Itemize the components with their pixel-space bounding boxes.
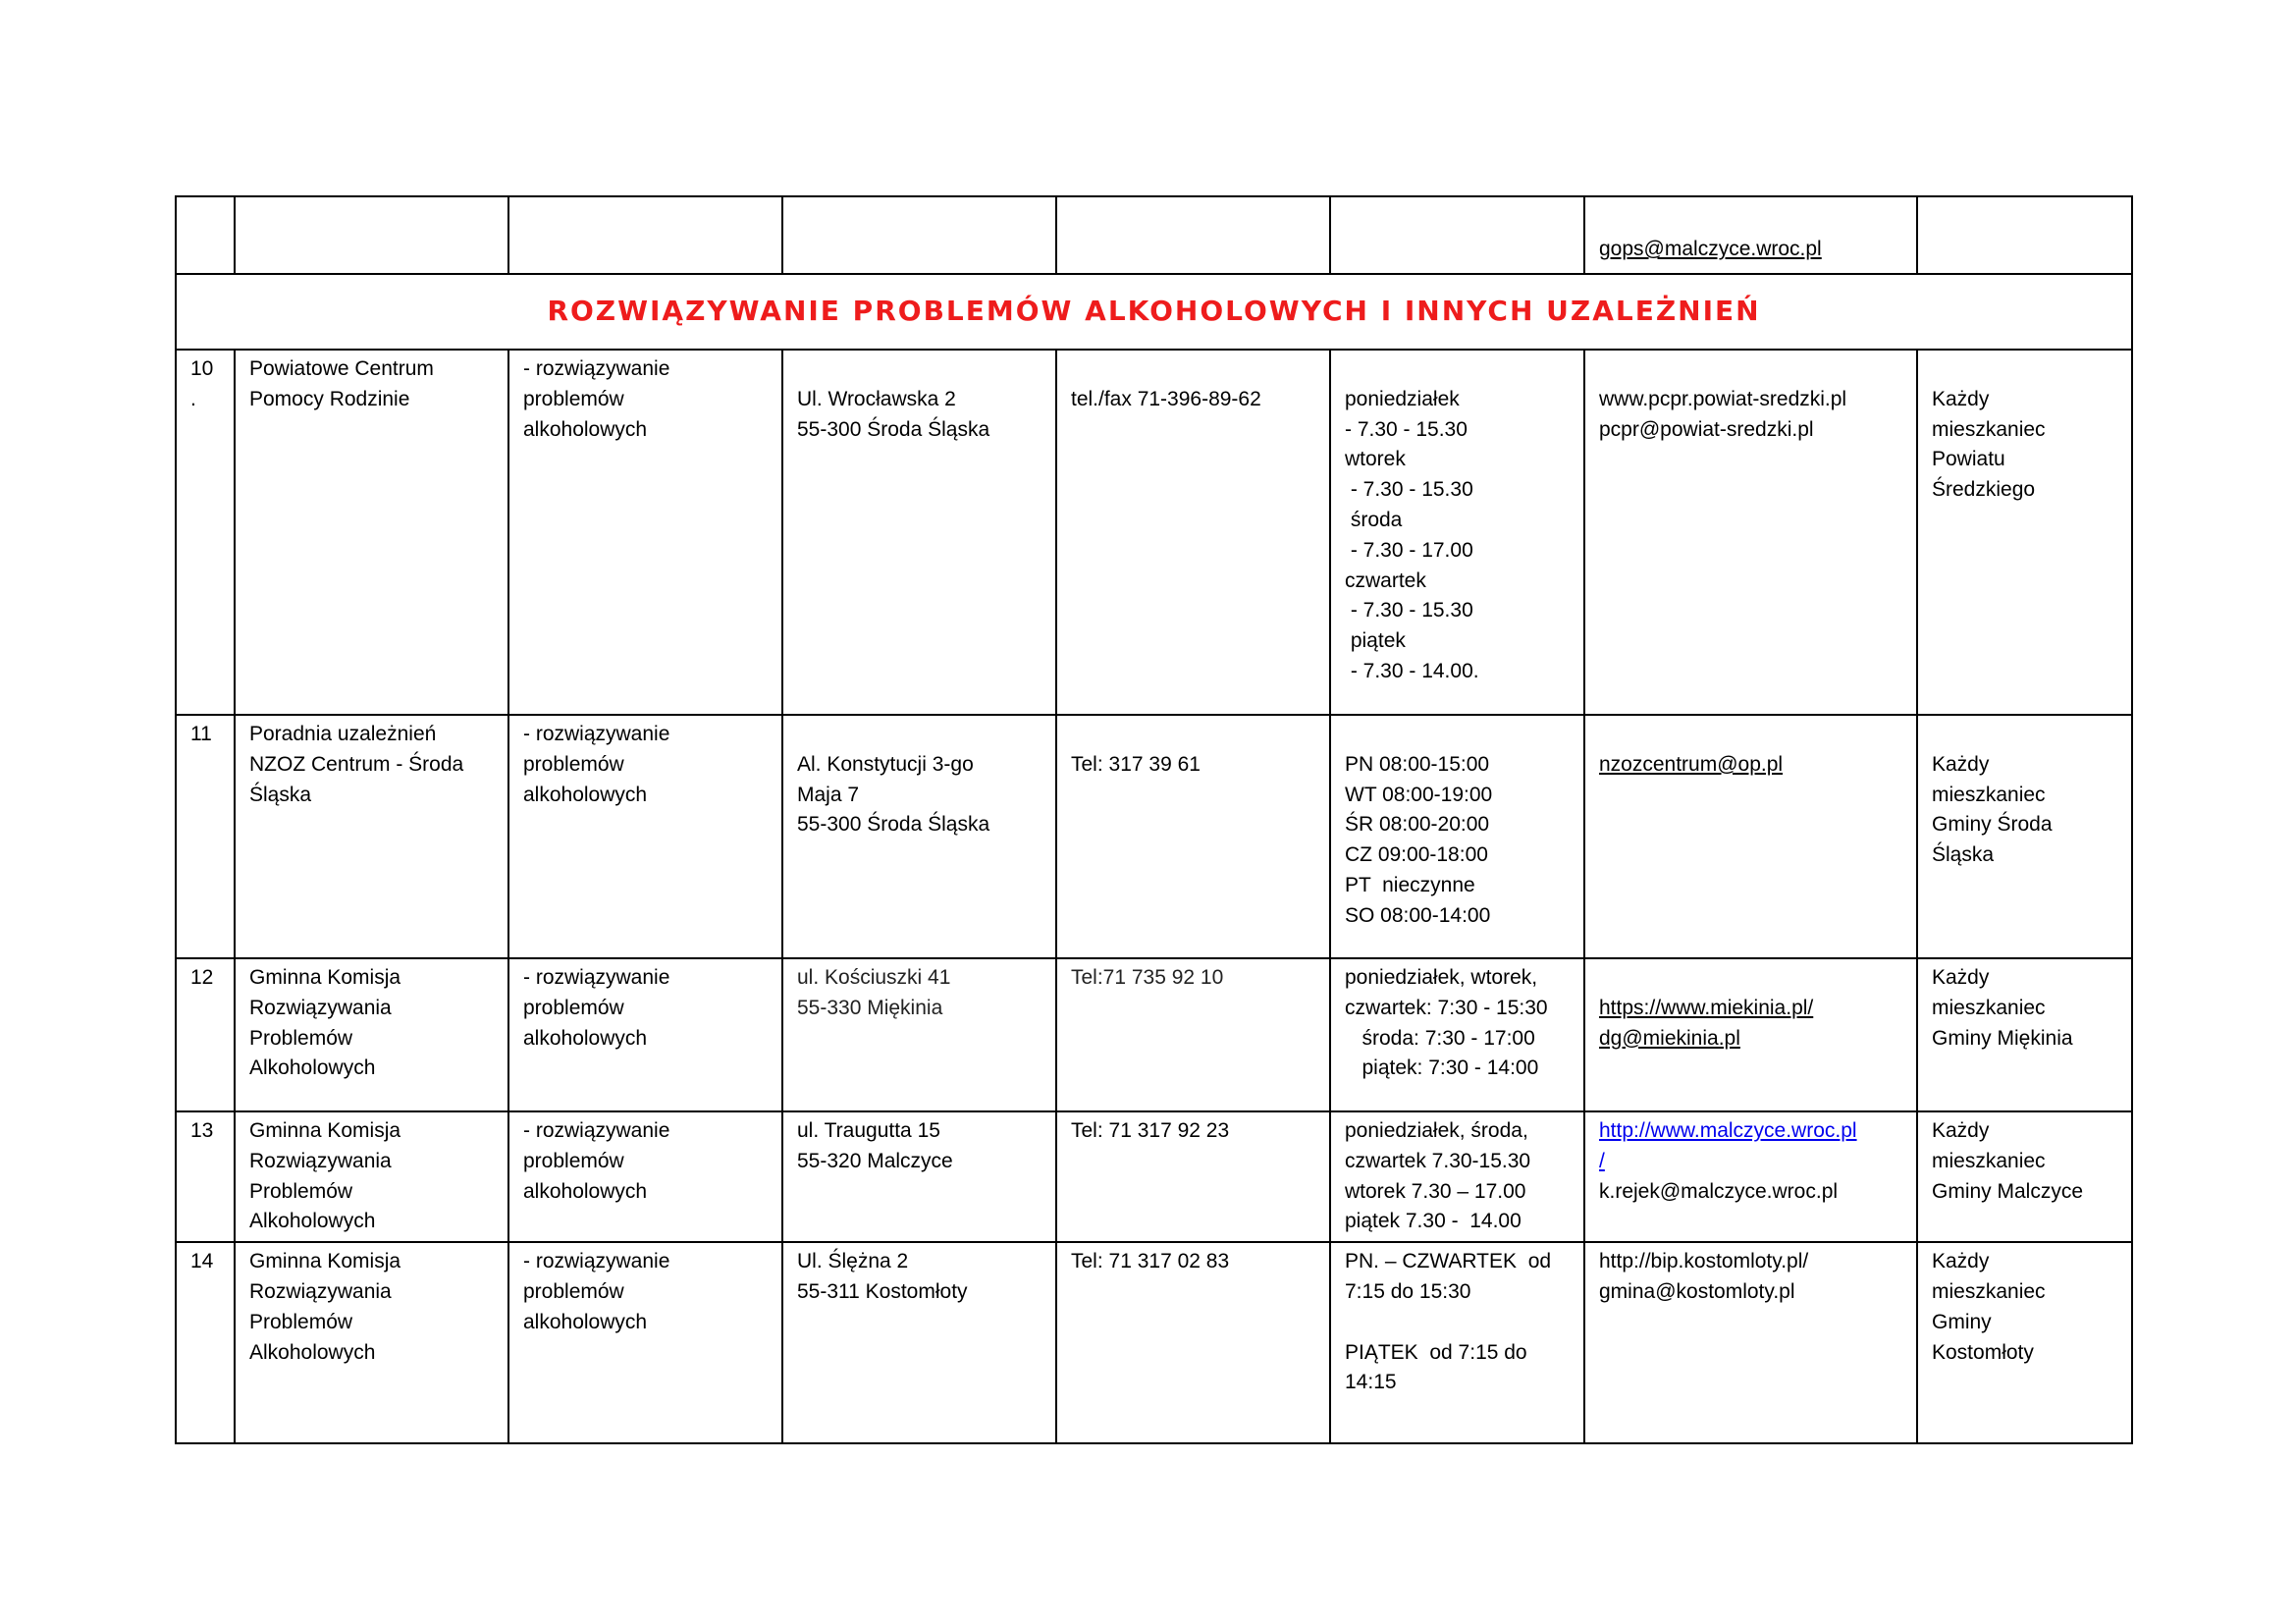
cell-hours <box>1330 958 1584 1111</box>
link-line[interactable]: nzozcentrum@op.pl <box>1599 752 1784 776</box>
text-line: tel./fax 71-396-89-62 <box>1071 387 1261 410</box>
cell-address <box>782 958 1056 1111</box>
text-line: WT 08:00-19:00 <box>1345 783 1493 806</box>
cell-hours <box>1330 1111 1584 1242</box>
text-line: - rozwiązywanie <box>523 723 670 745</box>
cell-target <box>1917 1242 2132 1443</box>
text-line: środa: 7:30 - 17:00 <box>1345 1026 1535 1050</box>
link-line[interactable]: dg@miekinia.pl <box>1599 1026 1740 1050</box>
text-line: alkoholowych <box>523 1310 648 1333</box>
cell-hours <box>1330 350 1584 715</box>
cell-phone <box>1056 350 1330 715</box>
text-line: Gminy <box>1932 1310 1992 1333</box>
cell-web <box>1584 1111 1917 1242</box>
cell-address <box>782 715 1056 958</box>
text-line: Gminna Komisja <box>249 966 401 989</box>
cell-name <box>235 350 508 715</box>
text-line: Problemów <box>249 1179 353 1203</box>
text-line: PN 08:00-15:00 <box>1345 752 1490 776</box>
text-line: Rozwiązywania <box>249 1279 392 1303</box>
text-line: pcpr@powiat-sredzki.pl <box>1599 417 1814 441</box>
link-line[interactable]: http://www.malczyce.wroc.pl <box>1599 1119 1857 1142</box>
text-line: 55-311 Kostomłoty <box>797 1279 968 1303</box>
services-table <box>175 195 2133 1444</box>
text-line <box>797 720 1041 750</box>
text-line: Śląska <box>249 783 312 806</box>
cell-address <box>782 350 1056 715</box>
table-row <box>176 1242 2132 1443</box>
text-line: Każdy <box>1932 752 1990 776</box>
table-row <box>176 196 2132 274</box>
text-line: poniedziałek, środa, <box>1345 1119 1528 1142</box>
text-line: wtorek 7.30 – 17.00 <box>1345 1179 1526 1203</box>
text-line: - rozwiązywanie <box>523 966 670 989</box>
text-line <box>1932 720 2117 750</box>
text-line: Tel: 71 317 92 23 <box>1071 1119 1230 1142</box>
cell-scope <box>508 196 782 274</box>
text-line: Problemów <box>249 1310 353 1333</box>
text-line: 14 <box>190 1250 214 1273</box>
cell-phone <box>1056 1242 1330 1443</box>
table-row <box>176 1111 2132 1242</box>
cell-scope <box>508 715 782 958</box>
text-line: mieszkaniec <box>1932 417 2046 441</box>
text-line: - rozwiązywanie <box>523 1119 670 1142</box>
cell-target <box>1917 1111 2132 1242</box>
text-line: Gminna Komisja <box>249 1250 401 1273</box>
text-line: mieszkaniec <box>1932 783 2046 806</box>
link-line[interactable]: / <box>1599 1149 1605 1172</box>
text-line: poniedziałek <box>1345 387 1460 410</box>
text-line: problemów <box>523 752 624 776</box>
text-line: ul. Traugutta 15 <box>797 1119 940 1142</box>
text-line: 13 <box>190 1119 214 1142</box>
cell-hours <box>1330 715 1584 958</box>
link-line[interactable]: https://www.miekinia.pl/ <box>1599 996 1814 1019</box>
text-line: 55-330 Miękinia <box>797 996 943 1019</box>
text-line: SO 08:00-14:00 <box>1345 903 1491 927</box>
text-line: 10 <box>190 357 214 380</box>
text-line: problemów <box>523 387 624 410</box>
text-line: 12 <box>190 966 214 989</box>
text-line: Tel:71 735 92 10 <box>1071 966 1224 989</box>
text-line: Problemów <box>249 1026 353 1050</box>
section-heading: ROZWIĄZYWANIE PROBLEMÓW ALKOHOLOWYCH I INNYCH UZALEŻNIEŃ <box>176 274 2132 350</box>
text-line: piątek <box>1345 629 1406 653</box>
text-line: Pomocy Rodzinie <box>249 387 410 410</box>
text-line <box>1345 1308 1570 1338</box>
text-line: CZ 09:00-18:00 <box>1345 843 1488 867</box>
text-line: - 7.30 - 15.30 <box>1345 417 1468 441</box>
email-link[interactable]: gops@malczyce.wroc.pl <box>1599 238 1822 261</box>
text-line: Tel: 71 317 02 83 <box>1071 1250 1230 1273</box>
cell-scope <box>508 958 782 1111</box>
text-line: Średzkiego <box>1932 478 2036 502</box>
text-line: - 7.30 - 14.00. <box>1345 659 1479 682</box>
cell-no <box>176 1111 235 1242</box>
text-line: czwartek 7.30-15.30 <box>1345 1149 1531 1172</box>
text-line: problemów <box>523 996 624 1019</box>
text-line: Al. Konstytucji 3-go <box>797 752 974 776</box>
text-line: alkoholowych <box>523 783 648 806</box>
text-line <box>1345 720 1570 750</box>
text-line: Powiatowe Centrum <box>249 357 434 380</box>
text-line: mieszkaniec <box>1932 1149 2046 1172</box>
text-line: Każdy <box>1932 1250 1990 1273</box>
cell-target <box>1917 196 2132 274</box>
cell-target <box>1917 715 2132 958</box>
section-row <box>176 274 2132 350</box>
text-line: gmina@kostomloty.pl <box>1599 1279 1795 1303</box>
text-line: ŚR 08:00-20:00 <box>1345 813 1490 837</box>
text-line <box>1599 963 1902 994</box>
text-line: poniedziałek, wtorek, <box>1345 966 1538 989</box>
cell-name <box>235 1242 508 1443</box>
cell-scope <box>508 1111 782 1242</box>
text-line: Każdy <box>1932 966 1990 989</box>
cell-address <box>782 1111 1056 1242</box>
cell-web <box>1584 715 1917 958</box>
text-line: Śląska <box>1932 843 1995 867</box>
cell-web <box>1584 196 1917 274</box>
text-line <box>1932 354 2117 385</box>
cell-web <box>1584 1242 1917 1443</box>
text-line: Alkoholowych <box>249 1056 376 1080</box>
text-line: Poradnia uzależnień <box>249 723 437 745</box>
cell-phone <box>1056 715 1330 958</box>
text-line: czwartek <box>1345 568 1426 592</box>
text-line: Gminy Miękinia <box>1932 1026 2073 1050</box>
text-line: czwartek: 7:30 - 15:30 <box>1345 996 1548 1019</box>
text-line: PN. – CZWARTEK od <box>1345 1250 1552 1273</box>
text-line: Rozwiązywania <box>249 1149 392 1172</box>
text-line: PT nieczynne <box>1345 873 1475 896</box>
cell-hours <box>1330 1242 1584 1443</box>
text-line: Kostomłoty <box>1932 1340 2034 1364</box>
text-line: alkoholowych <box>523 1179 648 1203</box>
text-line: NZOZ Centrum - Środa <box>249 752 464 776</box>
cell-target <box>1917 958 2132 1111</box>
cell-no <box>176 1242 235 1443</box>
text-line: Alkoholowych <box>249 1340 376 1364</box>
text-line <box>797 354 1041 385</box>
cell-phone <box>1056 1111 1330 1242</box>
cell-web <box>1584 350 1917 715</box>
text-line: - rozwiązywanie <box>523 357 670 380</box>
cell-name <box>235 196 508 274</box>
cell-target <box>1917 350 2132 715</box>
cell-no <box>176 196 235 274</box>
cell-web <box>1584 958 1917 1111</box>
text-line: 7:15 do 15:30 <box>1345 1279 1471 1303</box>
text-line: Alkoholowych <box>249 1210 376 1233</box>
text-line: 11 <box>190 723 212 745</box>
cell-phone <box>1056 196 1330 274</box>
cell-address <box>782 196 1056 274</box>
text-line <box>1071 720 1315 750</box>
text-line: - 7.30 - 15.30 <box>1345 599 1473 623</box>
text-line: Maja 7 <box>797 783 860 806</box>
text-line: 55-300 Środa Śląska <box>797 417 990 441</box>
text-line: - rozwiązywanie <box>523 1250 670 1273</box>
cell-no <box>176 350 235 715</box>
text-line: Każdy <box>1932 387 1990 410</box>
text-line: k.rejek@malczyce.wroc.pl <box>1599 1179 1839 1203</box>
text-line: piątek: 7:30 - 14:00 <box>1345 1056 1539 1080</box>
text-line <box>1071 354 1315 385</box>
text-line: PIĄTEK od 7:15 do <box>1345 1340 1527 1364</box>
text-line: mieszkaniec <box>1932 996 2046 1019</box>
text-line: alkoholowych <box>523 1026 648 1050</box>
text-line <box>1599 354 1902 385</box>
text-line: www.pcpr.powiat-sredzki.pl <box>1599 387 1847 410</box>
cell-phone <box>1056 958 1330 1111</box>
text-line: mieszkaniec <box>1932 1279 2046 1303</box>
text-line: Rozwiązywania <box>249 996 392 1019</box>
cell-address <box>782 1242 1056 1443</box>
text-line <box>1599 720 1902 750</box>
text-line: problemów <box>523 1279 624 1303</box>
cell-scope <box>508 1242 782 1443</box>
table-row <box>176 350 2132 715</box>
text-line: - 7.30 - 17.00 <box>1345 538 1473 562</box>
text-line: Ul. Ślężna 2 <box>797 1250 909 1273</box>
table-row <box>176 715 2132 958</box>
table-row <box>176 958 2132 1111</box>
text-line: Każdy <box>1932 1119 1990 1142</box>
cell-no <box>176 958 235 1111</box>
text-line: Gminy Środa <box>1932 813 2053 837</box>
text-line: piątek 7.30 - 14.00 <box>1345 1210 1522 1233</box>
text-line: - 7.30 - 15.30 <box>1345 478 1473 502</box>
cell-name <box>235 715 508 958</box>
text-line: . <box>190 387 196 410</box>
cell-name <box>235 1111 508 1242</box>
text-line: alkoholowych <box>523 417 648 441</box>
text-line: Ul. Wrocławska 2 <box>797 387 956 410</box>
text-line: http://bip.kostomloty.pl/ <box>1599 1250 1809 1273</box>
text-line: środa <box>1345 508 1403 531</box>
cell-name <box>235 958 508 1111</box>
text-line: ul. Kościuszki 41 <box>797 966 951 989</box>
text-line: 55-300 Środa Śląska <box>797 813 990 837</box>
text-line: Tel: 317 39 61 <box>1071 752 1201 776</box>
text-line: Gminy Malczyce <box>1932 1179 2084 1203</box>
text-line: Gminna Komisja <box>249 1119 401 1142</box>
cell-no <box>176 715 235 958</box>
text-line: wtorek <box>1345 448 1406 471</box>
text-line: 55-320 Malczyce <box>797 1149 953 1172</box>
text-line: problemów <box>523 1149 624 1172</box>
text-line <box>1345 354 1570 385</box>
text-line: 14:15 <box>1345 1371 1397 1394</box>
cell-scope <box>508 350 782 715</box>
cell-hours <box>1330 196 1584 274</box>
text-line: Powiatu <box>1932 448 2005 471</box>
